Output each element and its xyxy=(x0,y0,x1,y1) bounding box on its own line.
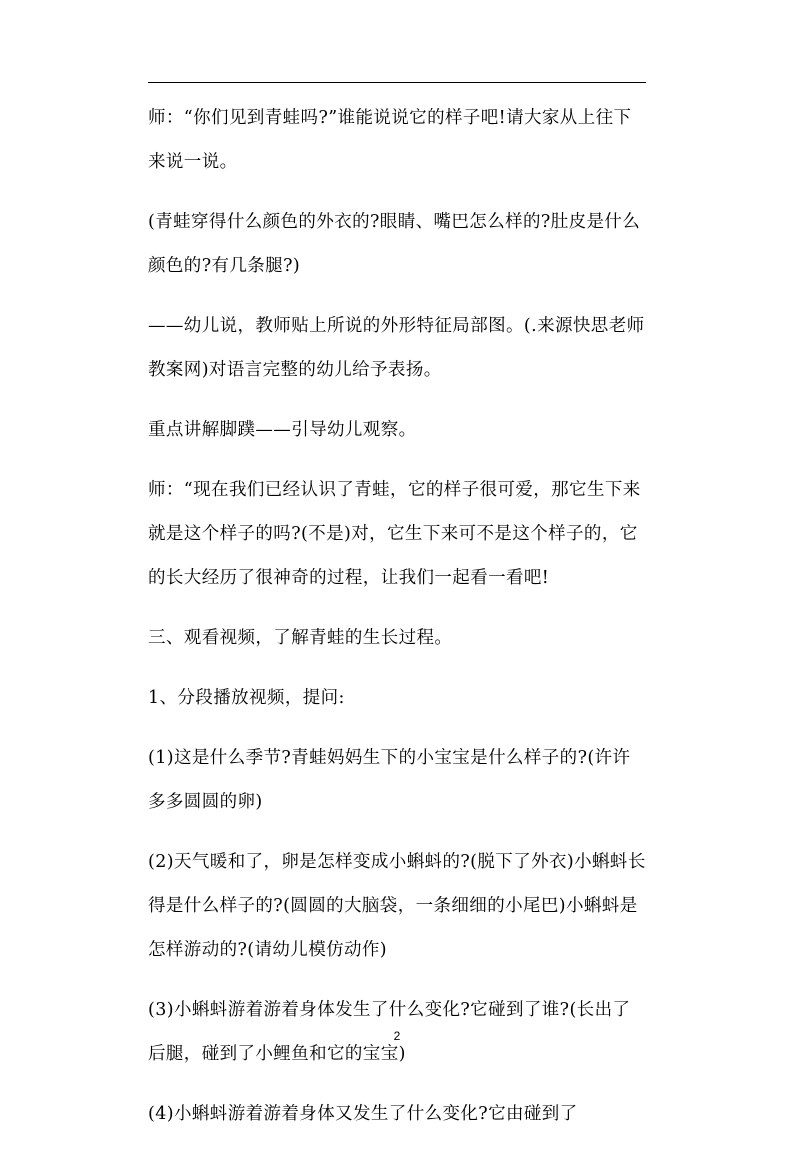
paragraph-question-2: (2)天气暖和了，卵是怎样变成小蝌蚪的?(脱下了外衣)小蝌蚪长得是什么样子的?(圆圆的大脑袋，一条细细的小尾巴)小蝌蚪是怎样游动的?(请幼儿模仿动作) xyxy=(148,852,646,960)
paragraph-webbed-feet: 重点讲解脚蹼——引导幼儿观察。 xyxy=(148,420,417,440)
page-number: 2 xyxy=(393,1029,401,1043)
document-body xyxy=(148,96,648,1152)
paragraph-question-4: (4)小蝌蚪游着游着身体又发生了什么变化?它由碰到了 xyxy=(148,1104,578,1124)
paragraph-question-1: (1)这是什么季节?青蛙妈妈生下的小宝宝是什么样子的?(许许多多圆圆的卵) xyxy=(148,748,631,812)
paragraph-segmented-playback: 1、分段播放视频，提问: xyxy=(148,688,345,708)
paragraph-teacher-growth-intro: 师：“现在我们已经认识了青蛙，它的样子很可爱，那它生下来就是这个样子的吗?(不是)对，它生下来可不是这个样子的，它的长大经历了很神奇的过程，让我们一起看一看吧! xyxy=(148,480,641,588)
paragraph-question-3: (3)小蝌蚪游着游着身体发生了什么变化?它碰到了谁?(长出了后腿，碰到了小鲤鱼和它的宝宝) xyxy=(148,1000,631,1064)
paragraph-frog-appearance-questions: (青蛙穿得什么颜色的外衣的?眼睛、嘴巴怎么样的?肚皮是什么颜色的?有几条腿?) xyxy=(148,212,641,276)
section-heading-watch-video: 三、观看视频，了解青蛙的生长过程。 xyxy=(148,628,453,648)
paragraph-children-describe: ——幼儿说，教师贴上所说的外形特征局部图。(.来源快思老师教案网)对语言完整的幼儿给予表扬。 xyxy=(148,316,645,380)
header-rule xyxy=(148,82,646,83)
paragraph-teacher-question: 师：“你们见到青蛙吗?”谁能说说它的样子吧!请大家从上往下来说一说。 xyxy=(148,108,632,172)
